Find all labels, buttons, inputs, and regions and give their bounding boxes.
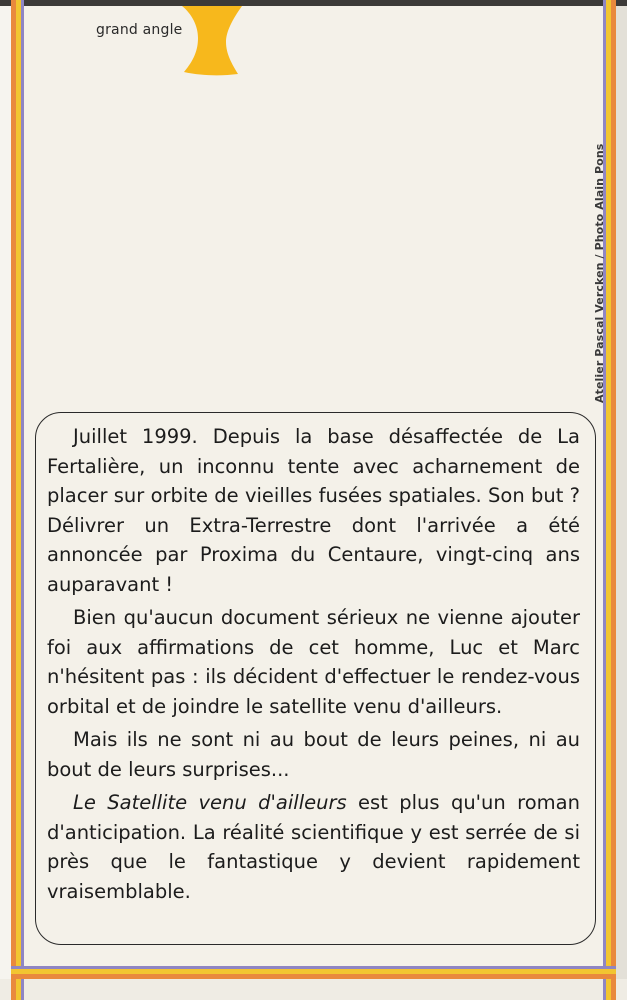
blurb-paragraph-1: Juillet 1999. Depuis la base désaffectée de La Fertalière, un inconnu tente avec acharnement de placer sur orbite de vieilles fusées spatiales. Son but ? Délivrer un Extra-Terrestre dont l'arrivée a été annoncée par Proxima du Centaure, vingt-cinq ans auparavant !	[47, 425, 580, 596]
top-edge	[0, 0, 627, 6]
blurb-paragraph-2: Bien qu'aucun document sérieux ne vienne ajouter foi aux affirmations de cet homme, Luc et Marc n'hésitent pas : ils décident d'effectuer le rendez-vous orbital et de joindre le satellite venu d'ailleurs.	[47, 606, 580, 718]
collection-label: grand angle	[96, 22, 183, 38]
blurb-paragraph-4-text: est plus qu'un roman d'anticipation. La réalité scientifique y est serrée de si près que le fantastique y devient rapidement vraisemblable.	[47, 791, 580, 903]
frame-stripe-left-purple	[21, 0, 24, 1000]
blurb-paragraph-3: Mais ils ne sont ni au bout de leurs peines, ni au bout de leurs surprises...	[47, 728, 580, 781]
photo-credit: Atelier Pascal Vercken / Photo Alain Pons	[593, 143, 606, 403]
frame-stripe-right-orange	[611, 0, 616, 1000]
page-edge-right	[616, 0, 627, 1000]
frame-stripe-bottom-orange	[11, 974, 616, 979]
blurb-paragraph-4	[47, 788, 580, 906]
page-edge-bottom	[0, 979, 627, 1000]
page-edge-left	[0, 0, 11, 1000]
book-title: Le Satellite venu d'ailleurs	[73, 791, 347, 814]
back-cover-blurb	[47, 422, 580, 910]
crescent-logo-icon	[180, 6, 250, 78]
